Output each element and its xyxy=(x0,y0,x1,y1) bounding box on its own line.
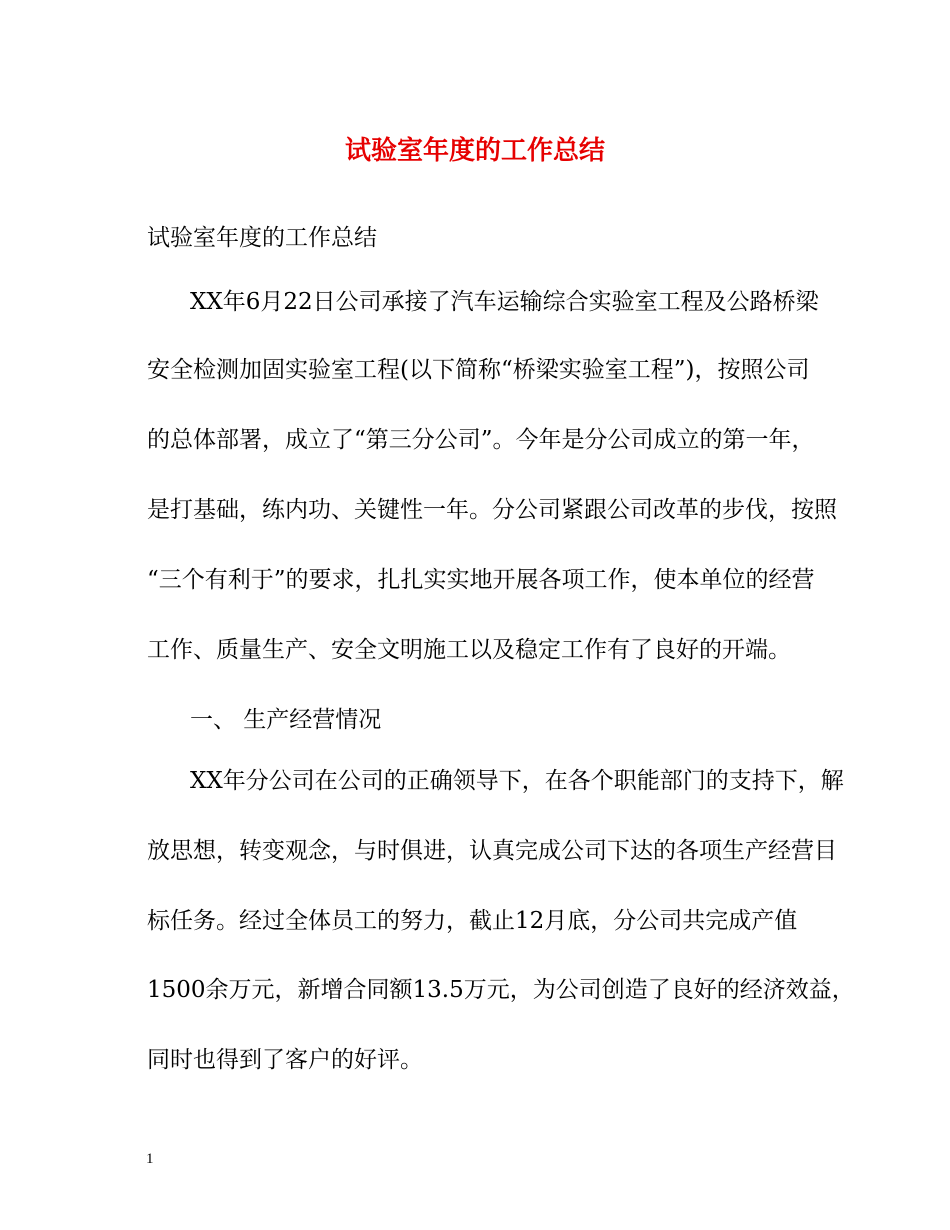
paragraph-line: XX年分公司在公司的正确领导下，在各个职能部门的支持下，解 xyxy=(190,768,844,794)
page-number: 1 xyxy=(146,1151,154,1167)
paragraph-line: “三个有利于”的要求，扎扎实实地开展各项工作，使本单位的经营 xyxy=(147,567,815,593)
paragraph-line: XX年6月22日公司承接了汽车运输综合实验室工程及公路桥梁 xyxy=(190,289,819,315)
section-heading: 一、 生产经营情况 xyxy=(190,707,382,733)
paragraph-line: 安全检测加固实验室工程(以下简称“桥梁实验室工程”)，按照公司 xyxy=(147,357,810,383)
document-title: 试验室年度的工作总结 xyxy=(344,136,605,166)
paragraph-line: 的总体部署，成立了“第三分公司”。今年是分公司成立的第一年， xyxy=(147,427,815,453)
paragraph-line: 1500余万元，新增合同额13.5万元，为公司创造了良好的经济效益， xyxy=(147,977,855,1003)
paragraph-line: 是打基础，练内功、关键性一年。分公司紧跟公司改革的步伐，按照 xyxy=(147,497,837,523)
paragraph-line: 标任务。经过全体员工的努力，截止12月底，分公司共完成产值 xyxy=(147,908,798,934)
document-subtitle: 试验室年度的工作总结 xyxy=(147,225,377,251)
paragraph-line: 放思想，转变观念，与时俱进，认真完成公司下达的各项生产经营目 xyxy=(147,838,837,864)
paragraph-line: 同时也得到了客户的好评。 xyxy=(147,1047,423,1073)
paragraph-line: 工作、质量生产、安全文明施工以及稳定工作有了良好的开端。 xyxy=(147,637,791,663)
